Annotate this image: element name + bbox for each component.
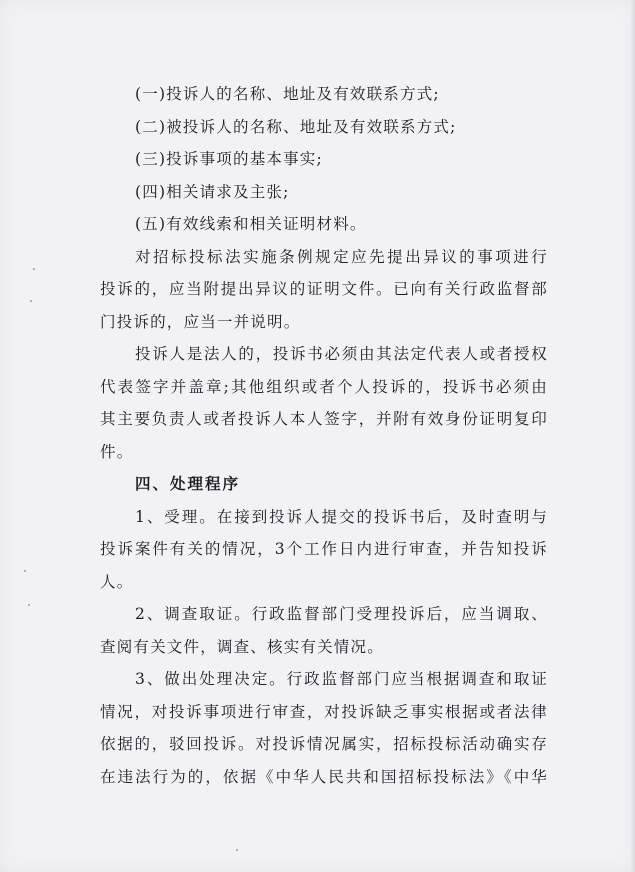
- paragraph-line: 投诉案件有关的情况，3个工作日内进行审查，并告知投诉: [100, 540, 548, 558]
- list-item-5: (五)有效线索和相关证明材料。: [135, 215, 367, 233]
- paragraph-line: 在违法行为的，依据《中华人民共和国招标投标法》《中华: [100, 767, 548, 786]
- paragraph-line: 2、调查取证。行政监督部门受理投诉后，应当调取、: [135, 605, 548, 623]
- document-body: [100, 78, 548, 793]
- list-item-4: (四)相关请求及主张;: [135, 182, 290, 201]
- scan-speck: [236, 849, 238, 851]
- scan-speck: [28, 604, 30, 606]
- paragraph-line: 投诉人是法人的，投诉书必须由其法定代表人或者授权: [135, 345, 548, 363]
- scan-edge-shadow: [629, 0, 635, 872]
- list-item-3: (三)投诉事项的基本事实;: [135, 150, 323, 168]
- scan-speck: [24, 570, 26, 572]
- paragraph-line: 代表签字并盖章;其他组织或者个人投诉的，投诉书必须由: [100, 377, 548, 396]
- list-item-2: (二)被投诉人的名称、地址及有效联系方式;: [135, 117, 457, 136]
- paragraph-line: 情况，对投诉事项进行审查，对投诉缺乏事实根据或者法律: [100, 702, 548, 721]
- paragraph-line: 1、受理。在接到投诉人提交的投诉书后，及时查明与: [135, 507, 548, 526]
- scan-speck: [30, 300, 32, 302]
- paragraph-line: 投诉的，应当附提出异议的证明文件。已向有关行政监督部: [100, 280, 548, 298]
- paragraph-line: 对招标投标法实施条例规定应先提出异议的事项进行: [135, 247, 548, 266]
- paragraph-line: 其主要负责人或者投诉人本人签字，并附有效身份证明复印: [100, 410, 548, 428]
- paragraph-line: 人。: [100, 572, 134, 591]
- list-item-1: (一)投诉人的名称、地址及有效联系方式;: [135, 85, 440, 103]
- paragraph-line: 件。: [100, 442, 134, 461]
- paragraph-line: 查阅有关文件，调查、核实有关情况。: [100, 637, 384, 656]
- scan-speck: [33, 268, 35, 270]
- section-heading: 四、处理程序: [135, 475, 241, 493]
- paragraph-line: 3、做出处理决定。行政监督部门应当根据调查和取证: [135, 670, 548, 688]
- paragraph-line: 依据的，驳回投诉。对投诉情况属实，招标投标活动确实存: [100, 735, 548, 753]
- paragraph-line: 门投诉的，应当一并说明。: [100, 312, 301, 331]
